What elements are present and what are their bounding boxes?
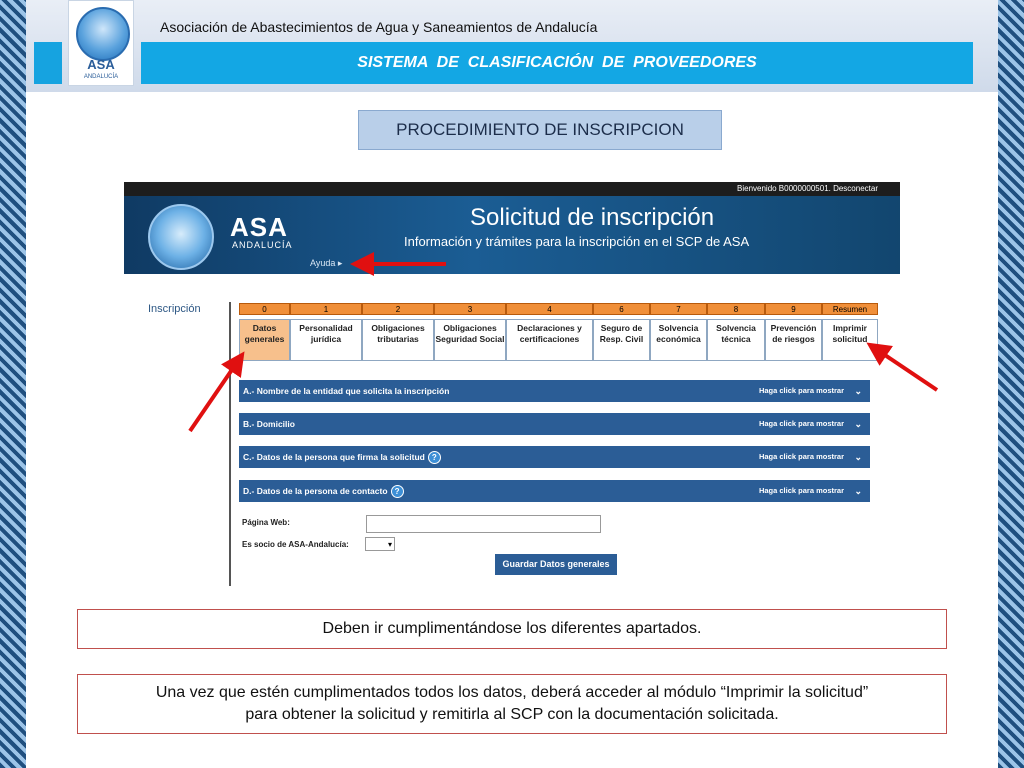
chevron-down-icon: ⌄	[854, 419, 862, 429]
logo-subtext: ANDALUCÍA	[83, 74, 119, 80]
header-accent-block	[34, 42, 62, 84]
chevron-down-icon: ⌄	[854, 452, 862, 462]
banner-subtitle: Información y trámites para la inscripción en el SCP de ASA	[404, 234, 750, 249]
banner-logo-icon	[148, 204, 214, 270]
tab-solvencia-economica[interactable]: Solvencia económica	[650, 319, 707, 361]
section-c-header[interactable]	[239, 446, 870, 468]
help-icon[interactable]: ?	[391, 485, 404, 498]
step-number: 3	[434, 303, 506, 315]
save-button[interactable]: Guardar Datos generales	[495, 554, 617, 575]
chevron-down-icon: ⌄	[854, 486, 862, 496]
registration-form	[229, 302, 881, 586]
dropdown-arrow-icon: ▾	[387, 540, 392, 549]
tab-seguro-resp-civil[interactable]: Seguro de Resp. Civil	[593, 319, 650, 361]
step-number: 7	[650, 303, 707, 315]
left-decorative-stripe	[0, 0, 26, 768]
section-d-header[interactable]	[239, 480, 870, 502]
procedure-title: PROCEDIMIENTO DE INSCRIPCION	[358, 110, 722, 150]
step-number: 6	[593, 303, 650, 315]
show-hint: Haga click para mostrar	[758, 386, 844, 395]
logo-text: ASA	[87, 57, 115, 72]
web-label: Página Web:	[242, 518, 290, 527]
section-title: C.- Datos de la persona que firma la solicitud	[243, 452, 425, 462]
system-title: SISTEMA DE CLASIFICACIÓN DE PROVEEDORES	[141, 42, 973, 84]
tab-datos-generales[interactable]: Datos generales	[239, 319, 290, 361]
app-banner	[124, 182, 900, 274]
step-tabs	[239, 319, 878, 361]
tab-obligaciones-tributarias[interactable]: Obligaciones tributarias	[362, 319, 434, 361]
step-number: 2	[362, 303, 434, 315]
inscripcion-label: Inscripción	[148, 303, 201, 315]
step-number: 4	[506, 303, 593, 315]
step-numbers-row	[239, 303, 878, 315]
asa-logo	[68, 0, 134, 86]
note-text: Deben ir cumplimentándose los diferentes apartados.	[322, 620, 702, 637]
tab-imprimir-solicitud[interactable]: Imprimir solicitud	[822, 319, 878, 361]
banner-andalucia-text: ANDALUCÍA	[232, 240, 293, 250]
section-a-header[interactable]	[239, 380, 870, 402]
step-number: 0	[239, 303, 290, 315]
banner-title: Solicitud de inscripción	[470, 204, 715, 231]
socio-select[interactable]	[365, 537, 395, 551]
tab-obligaciones-seguridad-social[interactable]: Obligaciones Seguridad Social	[434, 319, 506, 361]
note-print-request	[77, 674, 947, 734]
note-complete-sections	[77, 609, 947, 649]
banner-asa-text: ASA	[230, 212, 288, 242]
web-input[interactable]	[366, 515, 601, 533]
chevron-down-icon: ⌄	[854, 386, 862, 396]
help-icon[interactable]: ?	[428, 451, 441, 464]
tab-prevencion-riesgos[interactable]: Prevención de riesgos	[765, 319, 822, 361]
show-hint: Haga click para mostrar	[758, 452, 844, 461]
section-title: B.- Domicilio	[243, 419, 295, 429]
note-line: Una vez que estén cumplimentados todos los datos, deberá acceder al módulo “Imprimir la solicitud”	[155, 684, 869, 701]
help-link[interactable]: Ayuda ▸	[310, 258, 343, 268]
step-number: 1	[290, 303, 362, 315]
welcome-strip	[124, 182, 900, 196]
section-title: A.- Nombre de la entidad que solicita la inscripción	[243, 386, 450, 396]
welcome-logout-link[interactable]: Bienvenido B0000000501. Desconectar	[737, 184, 878, 193]
tab-personalidad-juridica[interactable]: Personalidad jurídica	[290, 319, 362, 361]
step-number: Resumen	[822, 303, 878, 315]
right-decorative-stripe	[998, 0, 1024, 768]
tab-declaraciones-certificaciones[interactable]: Declaraciones y certificaciones	[506, 319, 593, 361]
note-line: para obtener la solicitud y remitirla al SCP con la documentación solicitada.	[245, 706, 779, 723]
show-hint: Haga click para mostrar	[758, 486, 844, 495]
step-number: 8	[707, 303, 765, 315]
arrow-to-imprimir-solicitud	[873, 347, 937, 390]
water-logo-icon	[76, 7, 130, 61]
organization-name: Asociación de Abastecimientos de Agua y Saneamientos de Andalucía	[160, 19, 598, 35]
step-number: 9	[765, 303, 822, 315]
section-b-header[interactable]	[239, 413, 870, 435]
section-title: D.- Datos de la persona de contacto	[243, 486, 388, 496]
show-hint: Haga click para mostrar	[758, 419, 844, 428]
tab-solvencia-tecnica[interactable]: Solvencia técnica	[707, 319, 765, 361]
socio-label: Es socio de ASA-Andalucía:	[242, 540, 349, 549]
